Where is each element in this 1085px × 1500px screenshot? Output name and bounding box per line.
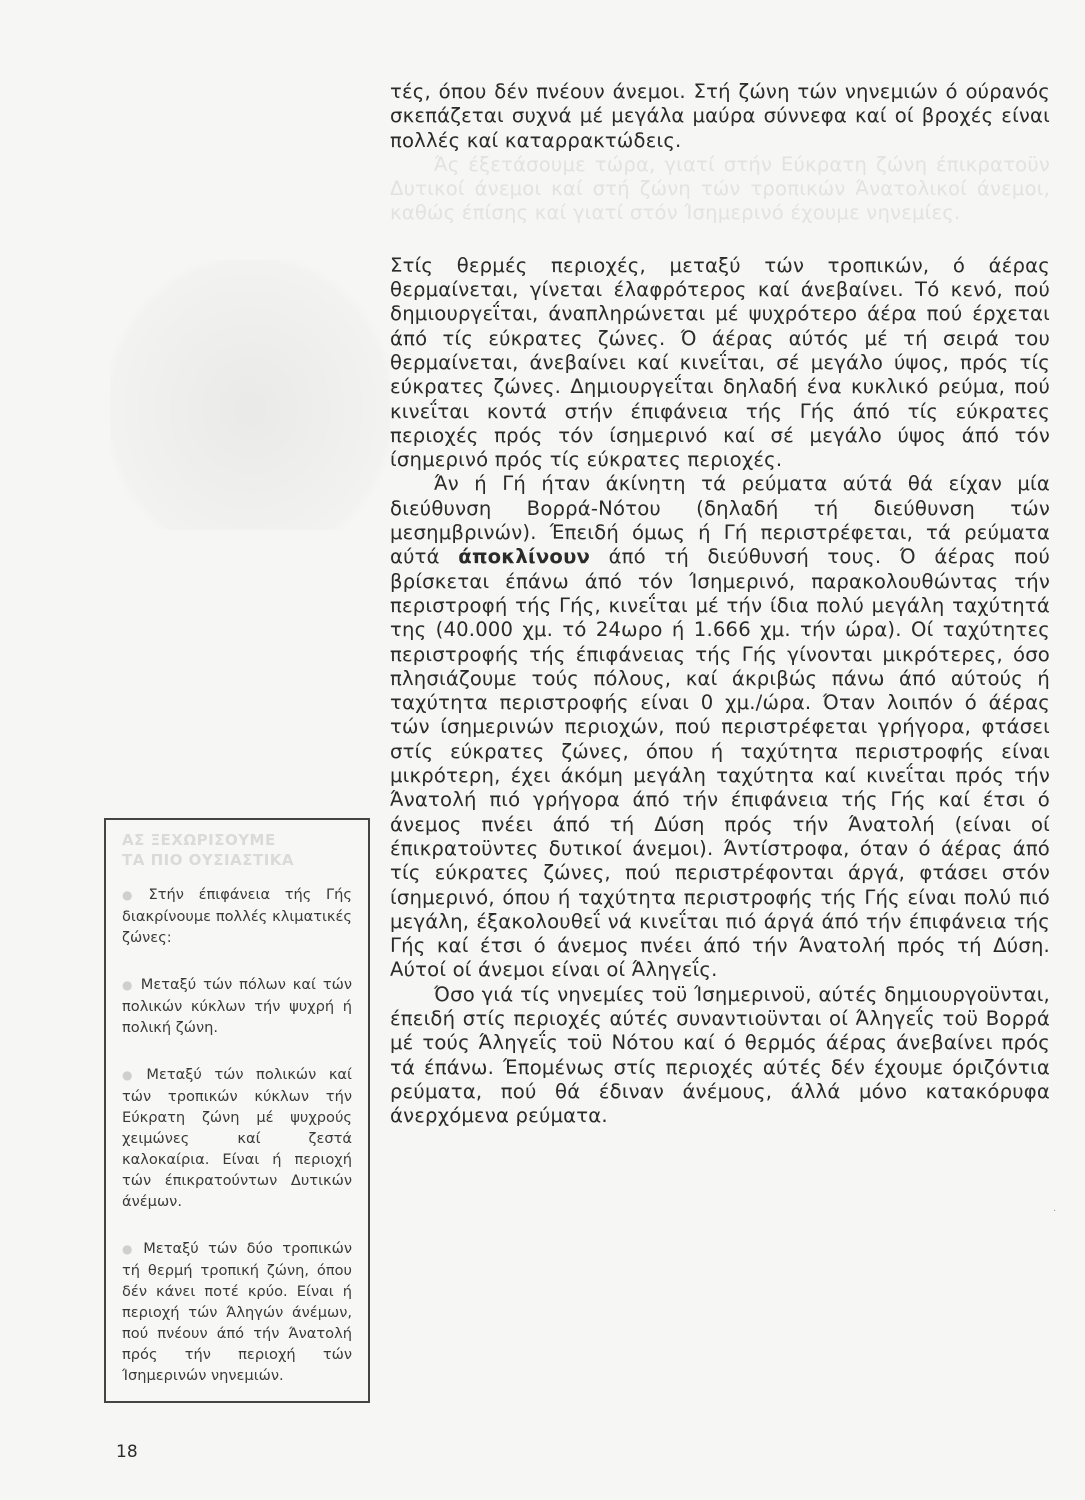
- paragraph-rotation-part2: άπό τή διεύθυνσή τους. Ό άέρας πού βρίσκεται έπάνω άπό τόν Ίσημερινό, παρακολουθώντας τήν περιστροφή τής Γής, κινεΐται μέ τήν ίδια πολύ μεγάλη ταχύτητά της (40.000 χμ. τό 24ωρο ή 1.666 χμ. τήν ώρα). Οί ταχύτητες περιστροφής τής έπιφάνειας τής Γής γίνονται μικρότερες, όσο πλησιάζουμε τούς πόλους, καί άκριβώς πάνω άπό αύτούς ή ταχύτητα περιστροφής είναι 0 χμ./ώρα. Όταν λοιπόν ό άέρας τών ίσημερινών περιοχών, πού περιστρέφεται γρήγορα, φτάσει στίς εύκρατες ζώνες, όπου ή ταχύτητα περιστροφής είναι μικρότερη, έχει άκόμη μεγάλη ταχύτητα καί κινεΐται πρός τήν Άνατολή πιό γρήγορα άπό τήν έπιφάνεια τής Γής καί έτσι ό άνεμος πνέει άπό τή Δύση πρός τήν Άνατολή (είναι οί έπικρατοϋντες δυτικοί άνεμοι). Άντίστροφα, όταν ό άέρας άπό τίς εύκρατες ζώνες, πού περιστρέφονται άργά, φτάσει στόν ίσημερινό, όπου ή ταχύτητα περιστροφής τής Γής είναι πολύ πιό μεγάλη, έξακολουθεΐ νά κινεΐται πιό άργά άπό τήν έπιφάνεια τής Γής καί έτσι ό άνεμος πνέει άπό τήν Άνατολή πρός τή Δύση. Αύτοί οί άνεμοι είναι οί Άληγεΐς.: [390, 545, 1050, 982]
- summary-intro: [122, 884, 352, 948]
- summary-title-line2: ΤΑ ΠΙΟ ΟΥΣΙΑΣΤΙΚΑ: [122, 851, 295, 869]
- emphasis-word: άποκλίνουν: [458, 545, 591, 569]
- summary-item-polar: [122, 974, 352, 1038]
- summary-item-polar-text: Μεταξύ τών πόλων καί τών πολικών κύκλων τήν ψυχρή ή πολική ζώνη.: [122, 976, 352, 1036]
- paragraph-thermal: Στίς θερμές περιοχές, μεταξύ τών τροπικών, ό άέρας θερμαίνεται, γίνεται έλαφρότερος καί άνεβαίνει. Τό κενό, πού δημιουργεΐται, άναπληρώνεται μέ ψυχρότερο άέρα πού έρχεται άπό τίς εύκρατες ζώνες. Ό άέρας αύτός μέ τή σειρά του θερμαίνεται, άνεβαίνει καί κινεΐται, σέ μεγάλο ύψος, πρός τίς εύκρατες ζώνες. Δημιουργεΐται δηλαδή ένα κυκλικό ρεύμα, πού κινεΐται κοντά στήν έπιφάνεια τής Γής άπό τίς εύκρατες περιοχές πρός τόν ίσημερινό καί σέ μεγάλο ύψος άπό τόν ίσημερινό πρός τίς εύκρατες περιοχές.: [390, 253, 1050, 472]
- paragraph-rotation: [390, 472, 1050, 982]
- summary-item-tropical: [122, 1238, 352, 1386]
- bullet-icon: ●: [122, 888, 143, 902]
- summary-title: [122, 830, 368, 870]
- paragraph-doldrums: Όσο γιά τίς νηνεμίες τοϋ Ίσημερινοϋ, αύτές δημιουργοϋνται, έπειδή στίς περιοχές αύτές συναντιοϋνται οί Άληγεΐς τοϋ Βορρά μέ τούς Άληγεΐς τοϋ Νότου καί ό θερμός άέρας άνεβαίνει πρός τά έπάνω. Έπομένως στίς περιοχές αύτές δέν έχουμε όριζόντια ρεύματα, πού θά έδιναν άνέμους, άλλά μόνο κατακόρυφα άνερχόμενα ρεύματα.: [390, 982, 1050, 1128]
- bullet-icon: ●: [122, 1242, 138, 1256]
- paragraph-continuation: τές, όπου δέν πνέουν άνεμοι. Στή ζώνη τών νηνεμιών ό ούρανός σκεπάζεται συχνά μέ μεγάλα μαύρα σύννεφα καί οί βροχές είναι πολλές καί καταρρακτώδεις.: [390, 80, 1050, 152]
- faded-question: Άς έξετάσουμε τώρα, γιατί στήν Εύκρατη ζώνη έπικρατοϋν Δυτικοί άνεμοι καί στή ζώνη τών τροπικών Άνατολικοί άνεμοι, καθώς έπίσης καί γιατί στόν Ίσημερινό έχουμε νηνεμίες.: [390, 152, 1050, 225]
- summary-title-line1: ΑΣ ΞΕΧΩΡΙΣΟΥΜΕ: [122, 831, 276, 849]
- bullet-icon: ●: [122, 1068, 141, 1082]
- summary-item-temperate-text: Μεταξύ τών πολικών καί τών τροπικών κύκλων τήν Εύκρατη ζώνη μέ ψυχρούς χειμώνες καί ζεστά καλοκαίρια. Είναι ή περιοχή τών έπικρατούντων Δυτικών άνέμων.: [122, 1066, 352, 1210]
- main-text-column: [390, 80, 1050, 1128]
- scan-speck: ·: [1053, 1206, 1057, 1217]
- summary-box: [104, 818, 370, 1403]
- paragraph-rotation-part1: Άν ή Γή ήταν άκίνητη τά ρεύματα αύτά θά είχαν μία διεύθυνση Βορρά-Νότου (δηλαδή τή διεύθυνση τών μεσημβρινών). Έπειδή όμως ή Γή περιστρέφεται, τά ρεύματα αύτά: [390, 472, 1050, 569]
- faded-illustration: [110, 260, 390, 530]
- summary-intro-text: Στήν έπιφάνεια τής Γής διακρίνουμε πολλές κλιματικές ζώνες:: [122, 886, 352, 946]
- page-number: 18: [116, 1442, 138, 1462]
- summary-item-tropical-text: Μεταξύ τών δύο τροπικών τή θερμή τροπική ζώνη, όπου δέν κάνει ποτέ κρύο. Είναι ή περιοχή τών Άληγών άνέμων, πού πνέουν άπό τήν Άνατολή πρός τήν περιοχή τών Ίσημερινών νηνεμιών.: [122, 1240, 352, 1384]
- bullet-icon: ●: [122, 978, 135, 992]
- summary-item-temperate: [122, 1064, 352, 1212]
